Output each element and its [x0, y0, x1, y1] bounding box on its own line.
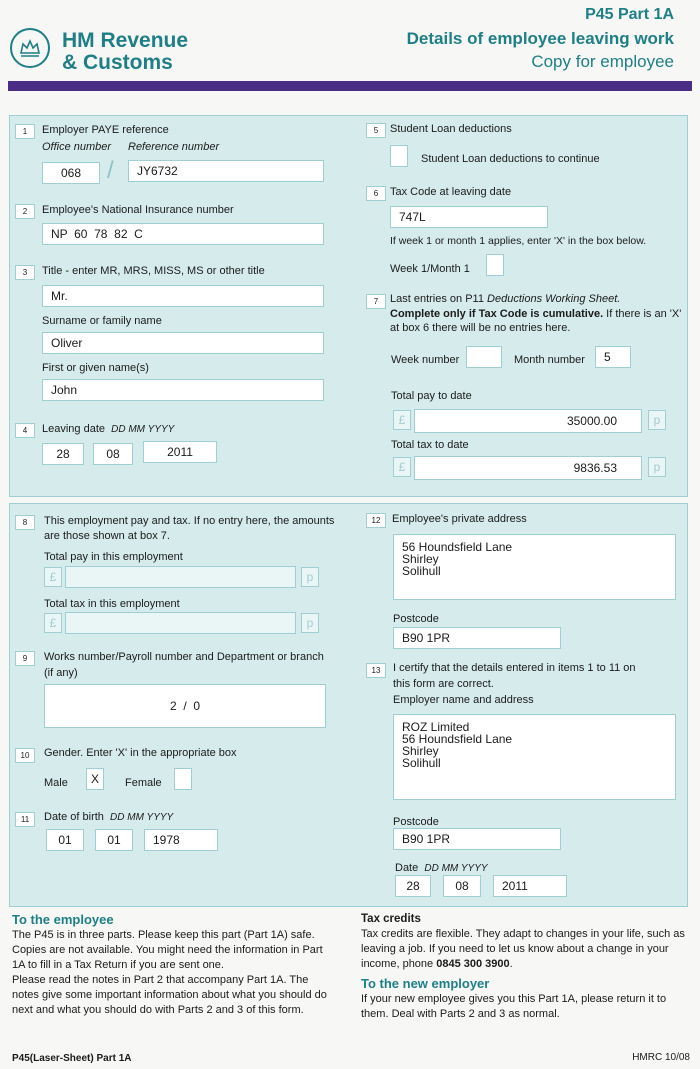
employer-address-field[interactable]: ROZ Limited 56 Houndsfield Lane Shirley Solihull: [393, 714, 676, 800]
pence-icon: p: [648, 457, 666, 477]
cert-date-format: DD MM YYYY: [424, 863, 488, 874]
dob-month-field[interactable]: 01: [95, 829, 133, 851]
surname-label: Surname or family name: [42, 315, 162, 327]
cert-month-field[interactable]: 08: [443, 875, 481, 897]
ni-number-field[interactable]: NP 60 78 82 C: [42, 223, 324, 245]
p11-cumulative-rest: If there is an 'X': [603, 308, 682, 320]
month-number-label: Month number: [514, 354, 585, 366]
new-employer-heading: To the new employer: [361, 976, 490, 991]
to-employee-heading: To the employee: [12, 912, 114, 927]
section-number-9: 9: [15, 651, 35, 666]
total-pay-employment-label: Total pay in this employment: [44, 551, 183, 563]
title-field[interactable]: Mr.: [42, 285, 324, 307]
to-employee-p1: The P45 is in three parts. Please keep this part (Part 1A) safe. Copies are not available. You might need the information in Part 1A to fill in a Tax Return if you are sent one.: [12, 929, 323, 971]
hmrc-crest-logo: [10, 28, 50, 68]
week1-label: Week 1/Month 1: [390, 263, 470, 275]
office-number-label: Office number: [42, 141, 112, 153]
org-name-line1: HM Revenue: [62, 29, 189, 52]
p11-cumulative-line: [390, 307, 681, 321]
section-number-4: 4: [15, 423, 35, 438]
tax-credits-phone: 0845 300 3900: [436, 958, 510, 970]
p11-line3: at box 6 there will be no entries here.: [390, 322, 571, 334]
tax-credits-text: Tax credits are flexible. They adapt to changes in your life, such as leaving a job. If you need to let us know about a change in your income, phone: [361, 928, 685, 970]
section-number-13: 13: [366, 663, 386, 678]
week-number-field[interactable]: [466, 346, 502, 368]
section-number-10: 10: [15, 748, 35, 763]
reference-number-field[interactable]: JY6732: [128, 160, 324, 182]
to-employee-p2: Please read the notes in Part 2 that accompany Part 1A. The notes give some important information about what you should do next and what you should do with Parts 2 and 3 of this form.: [12, 974, 327, 1016]
form-reference: P45(Laser-Sheet) Part 1A: [12, 1053, 132, 1064]
header-bar: [8, 81, 692, 91]
org-name-line2: & Customs: [62, 51, 173, 74]
pound-icon: £: [44, 613, 62, 633]
private-address-label: Employee's private address: [392, 513, 527, 525]
tax-credits-heading: Tax credits: [361, 913, 421, 925]
form-subtitle: Copy for employee: [531, 52, 674, 71]
section-number-3: 3: [15, 265, 35, 280]
employer-postcode-label: Postcode: [393, 816, 439, 828]
form-title: Details of employee leaving work: [406, 29, 674, 48]
total-pay-employment-field[interactable]: [65, 566, 296, 588]
total-tax-employment-label: Total tax in this employment: [44, 598, 180, 610]
tax-credits-section: [361, 912, 693, 1022]
leaving-date-format: DD MM YYYY: [111, 424, 175, 435]
paye-separator: /: [107, 157, 114, 184]
to-employee-section: [12, 912, 338, 1018]
leaving-date-label: [42, 422, 174, 437]
week1-checkbox[interactable]: [486, 254, 504, 276]
p11-cumulative-bold: Complete only if Tax Code is cumulative.: [390, 308, 604, 320]
works-number-field[interactable]: 2 / 0: [44, 684, 326, 728]
reference-number-label: Reference number: [128, 141, 220, 153]
total-tax-to-date-label: Total tax to date: [391, 439, 469, 451]
dob-year-field[interactable]: 1978: [144, 829, 218, 851]
title-label: Title - enter MR, MRS, MISS, MS or other title: [42, 265, 265, 277]
private-postcode-field[interactable]: B90 1PR: [393, 627, 561, 649]
cert-year-field[interactable]: 2011: [493, 875, 567, 897]
pence-icon: p: [301, 613, 319, 633]
ni-number-label: Employee's National Insurance number: [42, 204, 234, 216]
hmrc-reference: HMRC 10/08: [632, 1052, 690, 1063]
section-number-7: 7: [366, 294, 386, 309]
first-name-field[interactable]: John: [42, 379, 324, 401]
form-code: P45 Part 1A: [585, 6, 674, 23]
student-loan-checkbox[interactable]: [390, 145, 408, 167]
total-tax-to-date-field[interactable]: 9836.53: [414, 456, 642, 480]
surname-field[interactable]: Oliver: [42, 332, 324, 354]
certify-label-2: this form are correct.: [393, 678, 494, 690]
works-number-label-1: Works number/Payroll number and Department or branch: [44, 651, 324, 663]
female-checkbox[interactable]: [174, 768, 192, 790]
employment-pay-label-1: This employment pay and tax. If no entry here, the amounts: [44, 515, 335, 527]
week-number-label: Week number: [391, 354, 460, 366]
employer-address-label: Employer name and address: [393, 694, 534, 706]
tax-credits-end: .: [509, 958, 513, 970]
office-number-field[interactable]: 068: [42, 162, 100, 184]
tax-code-label: Tax Code at leaving date: [390, 186, 512, 198]
total-pay-to-date-field[interactable]: 35000.00: [414, 409, 642, 433]
private-postcode-label: Postcode: [393, 613, 439, 625]
dob-label: [44, 810, 173, 825]
p11-label-b: Deductions Working Sheet.: [487, 293, 621, 305]
works-number-label-2: (if any): [44, 667, 78, 679]
tax-code-field[interactable]: 747L: [390, 206, 548, 228]
male-checkbox[interactable]: X: [86, 768, 104, 790]
section-number-6: 6: [366, 186, 386, 201]
pence-icon: p: [301, 567, 319, 587]
student-loan-checkbox-label: Student Loan deductions to continue: [421, 153, 600, 165]
cert-date-label-word: Date: [395, 862, 419, 874]
p11-label-a: Last entries on P11: [390, 293, 488, 305]
student-loan-label: Student Loan deductions: [390, 123, 512, 135]
section-number-12: 12: [366, 513, 386, 528]
pound-icon: £: [393, 410, 411, 430]
org-name: [62, 30, 188, 74]
cert-date-label: [395, 861, 488, 876]
month-number-field[interactable]: 5: [595, 346, 631, 368]
dob-label-text: Date of birth: [44, 811, 104, 823]
first-name-label: First or given name(s): [42, 362, 149, 374]
section-number-1: 1: [15, 124, 35, 139]
leaving-month-field[interactable]: 08: [93, 443, 133, 465]
total-tax-employment-field[interactable]: [65, 612, 296, 634]
new-employer-paragraph: If your new employee gives you this Part 1A, please return it to them. Deal with Parts 2 and 3 as normal.: [361, 993, 667, 1020]
employer-postcode-field[interactable]: B90 1PR: [393, 828, 561, 850]
section-number-11: 11: [15, 812, 35, 827]
crown-icon: [18, 36, 42, 60]
section-number-8: 8: [15, 515, 35, 530]
leaving-year-field[interactable]: 2011: [143, 441, 217, 463]
dob-format: DD MM YYYY: [110, 812, 174, 823]
employment-pay-label-2: are those shown at box 7.: [44, 530, 170, 542]
pound-icon: £: [44, 567, 62, 587]
employer-paye-label: Employer PAYE reference: [42, 124, 169, 136]
female-label: Female: [125, 777, 162, 789]
private-address-field[interactable]: 56 Houndsfield Lane Shirley Solihull: [393, 534, 676, 600]
leaving-day-field[interactable]: 28: [42, 443, 84, 465]
male-label: Male: [44, 777, 68, 789]
pence-icon: p: [648, 410, 666, 430]
certify-label-1: I certify that the details entered in items 1 to 11 on: [393, 662, 636, 674]
week1-note: If week 1 or month 1 applies, enter 'X' in the box below.: [390, 235, 647, 247]
gender-label: Gender. Enter 'X' in the appropriate box: [44, 747, 237, 759]
leaving-date-label-text: Leaving date: [42, 423, 105, 435]
dob-day-field[interactable]: 01: [46, 829, 84, 851]
section-number-2: 2: [15, 204, 35, 219]
cert-day-field[interactable]: 28: [395, 875, 431, 897]
tax-credits-paragraph: [361, 927, 693, 972]
section-number-5: 5: [366, 123, 386, 138]
total-pay-to-date-label: Total pay to date: [391, 390, 472, 402]
p11-label: [390, 292, 620, 306]
pound-icon: £: [393, 457, 411, 477]
